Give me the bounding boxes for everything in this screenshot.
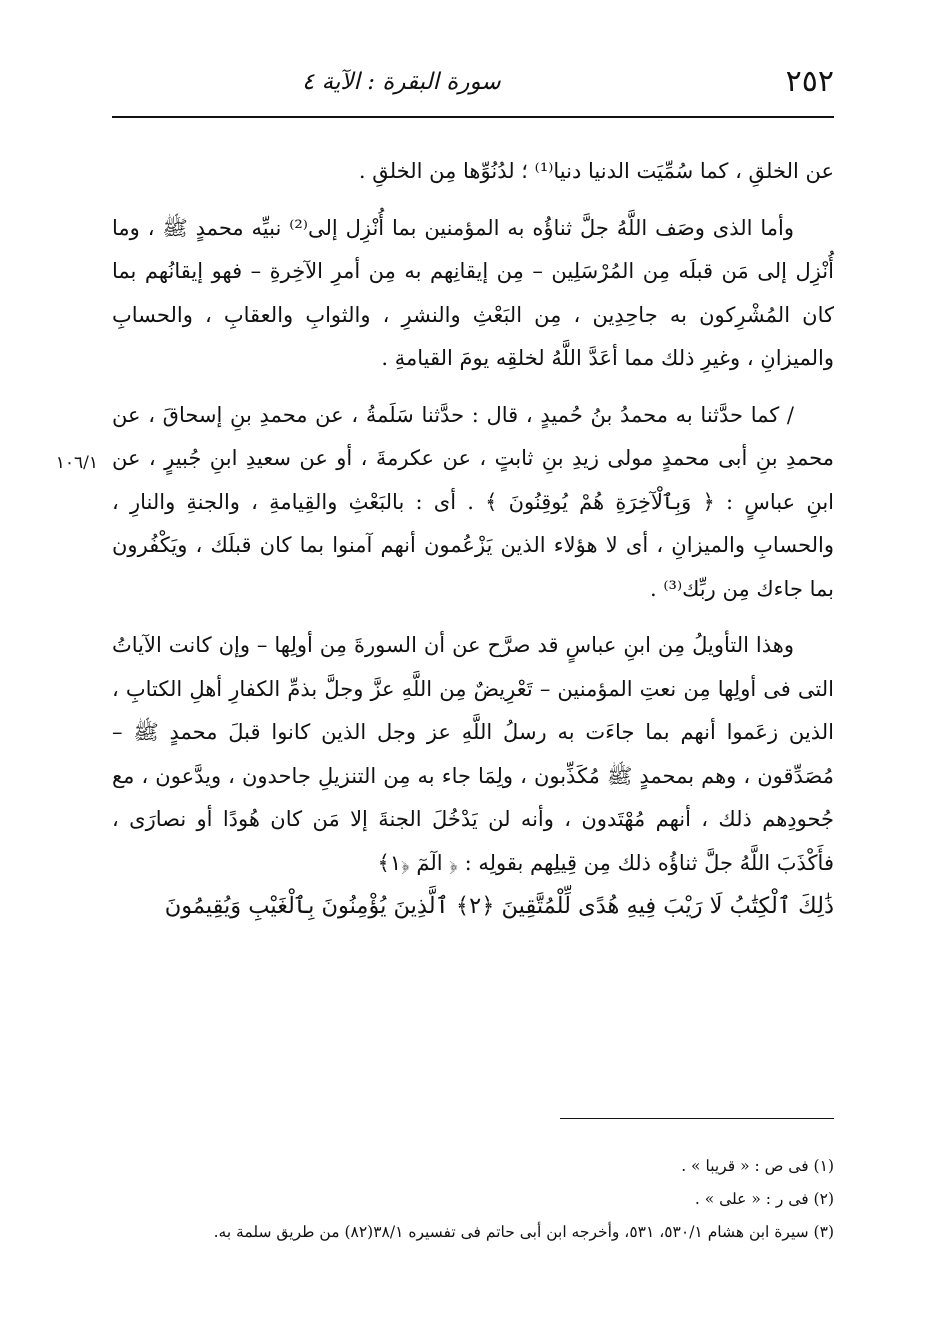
footnote: (٣) سيرة ابن هشام ٥٣٠/١، ٥٣١، وأخرجه ابن أبى حاتم فى تفسيره ٣٨/١(٨٢) من طريق سلمة به. [213, 1223, 834, 1241]
footnotes [112, 1150, 834, 1249]
volume-page-reference: ١٠٦/١ [55, 453, 98, 473]
footnote: (١) فى ص : « قريبا » . [681, 1157, 834, 1175]
main-text [112, 150, 834, 929]
page-header [112, 62, 834, 112]
paragraph: وهذا التأويلُ مِن ابنِ عباسٍ قد صرَّح عن أن السورةَ مِن أولِها – وإن كانت الآياتُ التى فى أولِها مِن نعتِ المؤمنين – تَعْرِيضٌ مِن اللَّهِ عزَّ وجلَّ بذمِّ الكفارِ أهلِ الكتابِ ، الذين زعَموا أنهم بما جاءَت به رسلُ اللَّهِ عز وجل الذين كانوا قبلَ محمدٍ ﷺ – مُصَدِّقون ، وهم بمحمدٍ ﷺ مُكَذِّبون ، ولِمَا جاء به مِن التنزيلِ جاحدون ، ويدَّعون ، مع جُحودِهم ذلك ، أنهم مُهْتَدون ، وأنه لن يَدْخُلَ الجنةَ إلا مَن كان هُودًا أو نصارَى ، فأَكْذَبَ اللَّهُ جلَّ ثناؤُه ذلك مِن قِيلِهم بقولِه : ﴿ الٓمٓ ﴿١﴾ [112, 633, 834, 875]
paragraph: عن الخلقِ ، كما سُمِّيَت الدنيا دنيا⁽¹⁾ ؛ لدُنُوِّها مِن الخلقِ . [358, 159, 834, 183]
footnote-rule [560, 1118, 834, 1119]
quran-verse-line: ذَٰلِكَ ٱلْكِتَٰبُ لَا رَيْبَ فِيهِ هُدًى لِّلْمُتَّقِينَ ﴿٢﴾ ٱلَّذِينَ يُؤْمِنُونَ بِٱلْغَيْبِ وَيُقِيمُونَ [164, 893, 834, 919]
running-title: سورة البقرة : الآية ٤ [302, 69, 501, 95]
paragraph: وأما الذى وصَف اللَّهُ جلَّ ثناؤُه به المؤمنين بما أُنْزِل إلى⁽²⁾ نبيِّه محمدٍ ﷺ ، وما أُنْزِل إلى مَن قبلَه مِن المُرْسَلِين – مِن إيقانِهم به مِن أمرِ الآخِرةِ – فهو إيقانُهم بما كان المُشْرِكون به جاحِدِين ، مِن البَعْثِ والنشرِ ، والثوابِ والعقابِ ، والحسابِ والميزانِ ، وغيرِ ذلك مما أعَدَّ اللَّهُ لخلقِه يومَ القيامةِ . [112, 215, 834, 370]
paragraph: / كما حدَّثنا به محمدُ بنُ حُميدٍ ، قال : حدَّثنا سَلَمةُ ، عن محمدِ بنِ إسحاقَ ، عن محمدِ بنِ أبى محمدٍ مولى زيدِ بنِ ثابتٍ ، عن عكرمةَ ، أو عن سعيدِ ابنِ جُبيرٍ ، عن ابنِ عباسٍ : ﴿ وَبِٱلْآخِرَةِ هُمْ يُوقِنُونَ ﴾ . أى : بالبَعْثِ والقِيامةِ ، والجنةِ والنارِ ، والحسابِ والميزانِ ، أى لا هؤلاء الذين يَزْعُمون أنهم آمنوا بما كان قبلَك ، ويَكْفُرون بما جاءك مِن ربِّك⁽³⁾ . [112, 402, 834, 601]
page-number: ٢٥٢ [785, 64, 834, 99]
header-rule [112, 116, 834, 118]
footnote: (٢) فى ر : « على » . [694, 1190, 834, 1208]
